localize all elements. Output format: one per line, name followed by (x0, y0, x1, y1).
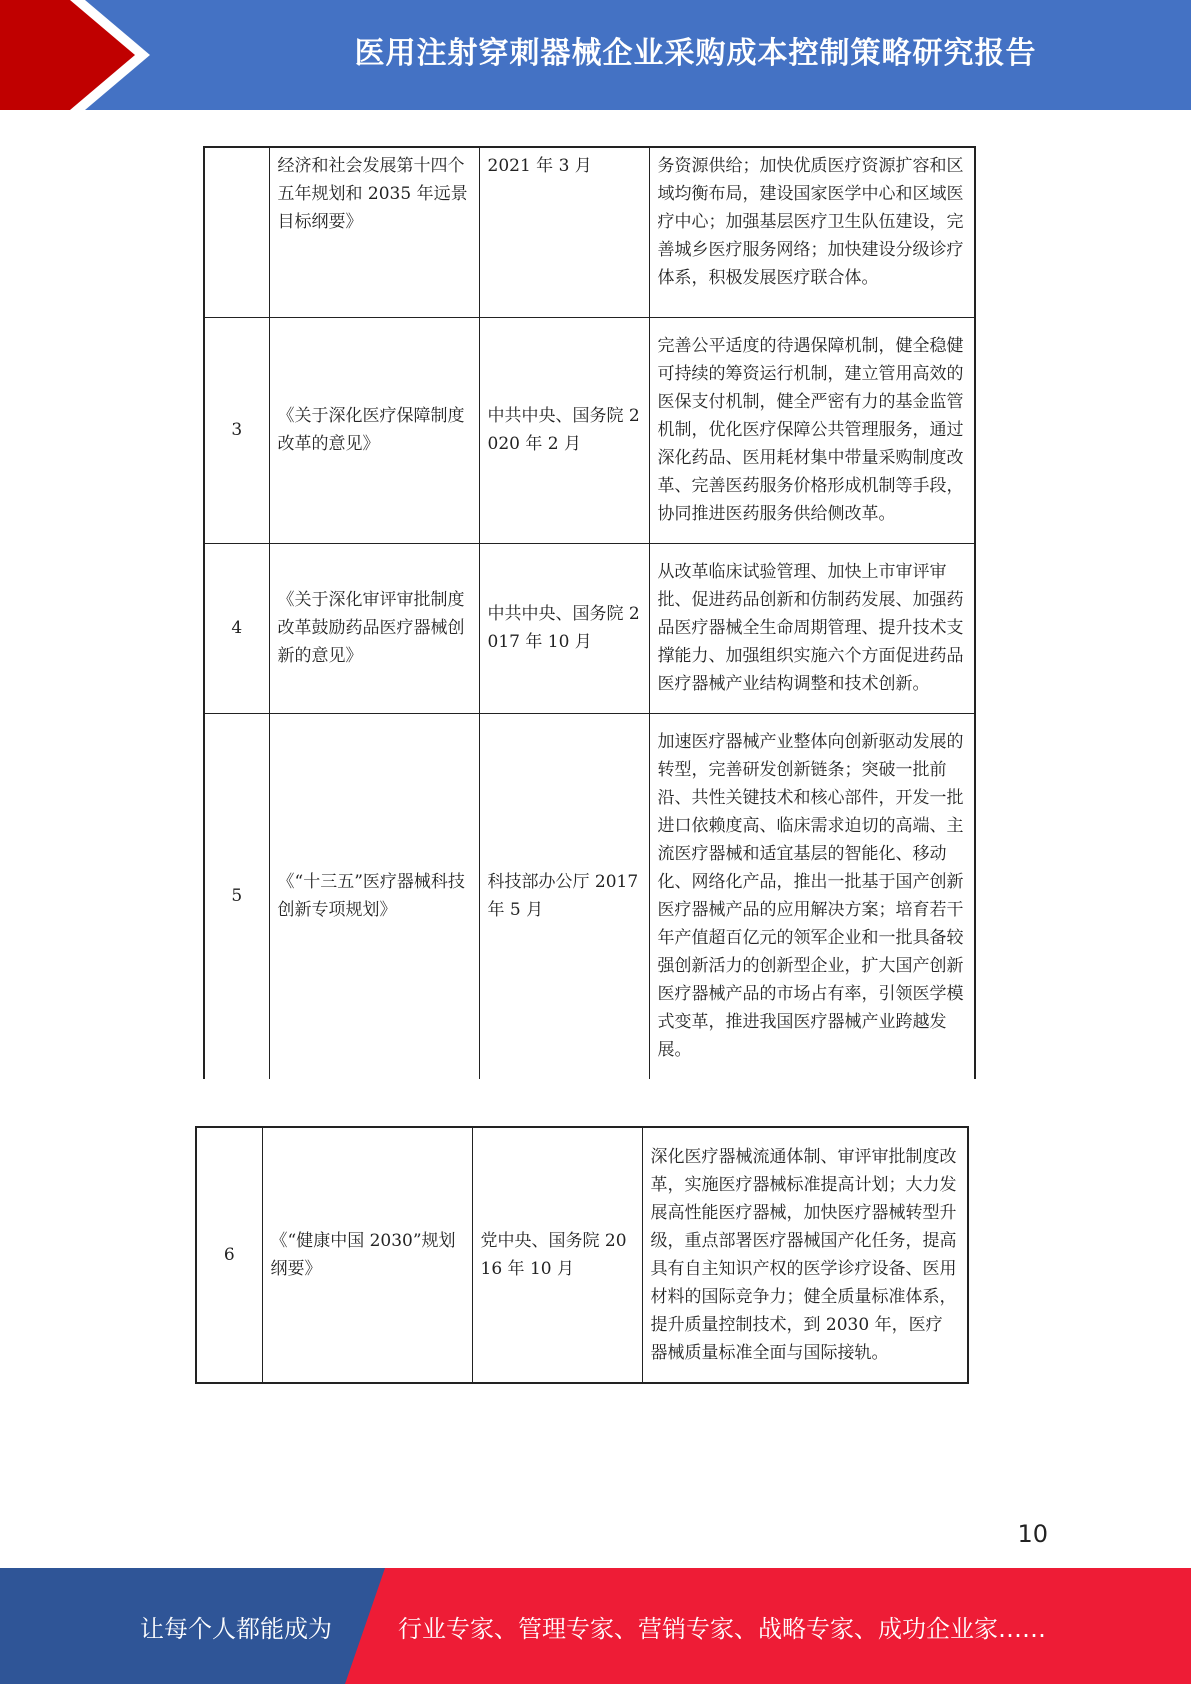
report-title: 医用注射穿刺器械企业采购成本控制策略研究报告 (354, 36, 1037, 71)
policy-table-continued (195, 1126, 969, 1384)
policy-content: 深化医疗器械流通体制、审评审批制度改革，实施医疗器械标准提高计划；大力发展高性能医疗器械，加快医疗器械转型升级，重点部署医疗器械国产化任务，提高具有自主知识产权的医学诊疗设备、医用材料的国际竞争力；健全质量标准体系，提升质量控制技术，到 2030 年，医疗器械质量标准全面与国际接轨。 (642, 1127, 968, 1383)
table-row (204, 317, 975, 543)
policy-content: 完善公平适度的待遇保障机制，健全稳健可持续的筹资运行机制，建立管用高效的医保支付机制，健全严密有力的基金监管机制，优化医疗保障公共管理服务，通过深化药品、医用耗材集中带量采购制度改革、完善医药服务价格形成机制等手段，协同推进医药服务供给侧改革。 (649, 317, 975, 543)
policy-name: 《“健康中国 2030”规划纲要》 (262, 1127, 472, 1383)
issuer-date: 中共中央、国务院 2020 年 2 月 (479, 317, 649, 543)
policy-content: 务资源供给；加快优质医疗资源扩容和区域均衡布局，建设国家医学中心和区域医疗中心；加强基层医疗卫生队伍建设，完善城乡医疗服务网络；加快建设分级诊疗体系，积极发展医疗联合体。 (649, 147, 975, 317)
policy-table (203, 146, 976, 1079)
row-number (204, 147, 269, 317)
page-header (0, 0, 1191, 110)
footer-slogan-right: 行业专家、管理专家、营销专家、战略专家、成功企业家…… (398, 1614, 1046, 1643)
issuer-date: 2021 年 3 月 (479, 147, 649, 317)
policy-name: 经济和社会发展第十四个五年规划和 2035 年远景目标纲要》 (269, 147, 479, 317)
row-number: 6 (196, 1127, 262, 1383)
table-row (204, 147, 975, 317)
row-number: 5 (204, 713, 269, 1079)
table-row (196, 1127, 968, 1383)
policy-name: 《“十三五”医疗器械科技创新专项规划》 (269, 713, 479, 1079)
issuer-date: 党中央、国务院 2016 年 10 月 (472, 1127, 642, 1383)
policy-name: 《关于深化医疗保障制度改革的意见》 (269, 317, 479, 543)
footer-slogan-left: 让每个人都能成为 (140, 1614, 332, 1643)
table-row (204, 543, 975, 713)
issuer-date: 中共中央、国务院 2017 年 10 月 (479, 543, 649, 713)
row-number: 3 (204, 317, 269, 543)
page-number: 10 (1017, 1520, 1048, 1548)
issuer-date: 科技部办公厅 2017 年 5 月 (479, 713, 649, 1079)
row-number: 4 (204, 543, 269, 713)
policy-name: 《关于深化审评审批制度改革鼓励药品医疗器械创新的意见》 (269, 543, 479, 713)
page-footer (0, 1568, 1191, 1684)
policy-content: 从改革临床试验管理、加快上市审评审批、促进药品创新和仿制药发展、加强药品医疗器械全生命周期管理、提升技术支撑能力、加强组织实施六个方面促进药品医疗器械产业结构调整和技术创新。 (649, 543, 975, 713)
table-row (204, 713, 975, 1079)
policy-content: 加速医疗器械产业整体向创新驱动发展的转型，完善研发创新链条；突破一批前沿、共性关键技术和核心部件，开发一批进口依赖度高、临床需求迫切的高端、主流医疗器械和适宜基层的智能化、移动化、网络化产品，推出一批基于国产创新医疗器械产品的应用解决方案；培育若干年产值超百亿元的领军企业和一批具备较强创新活力的创新型企业，扩大国产创新医疗器械产品的市场占有率，引领医学模式变革，推进我国医疗器械产业跨越发展。 (649, 713, 975, 1079)
arrow-decoration-icon (0, 0, 160, 110)
